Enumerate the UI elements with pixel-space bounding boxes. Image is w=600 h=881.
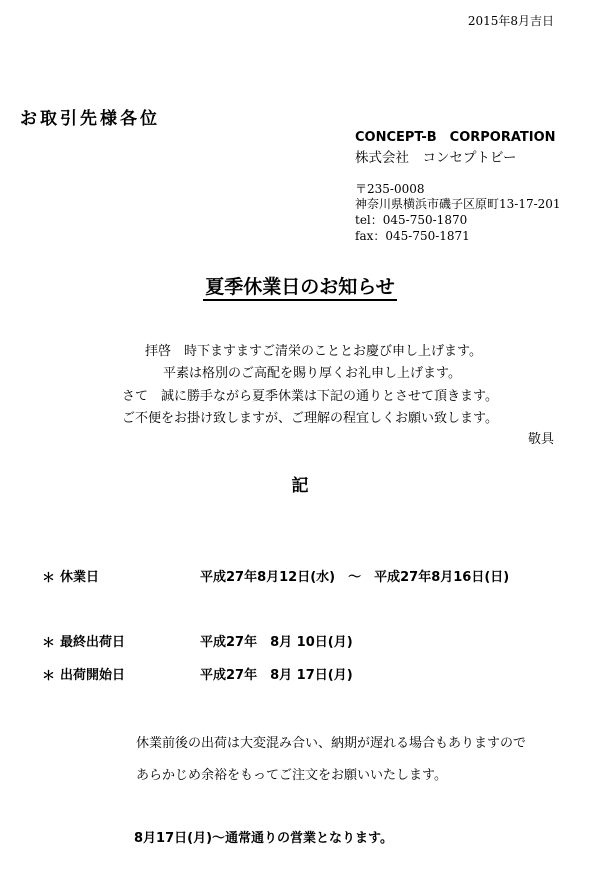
closing-salutation: 敬具 — [527, 432, 554, 447]
notice-line-1: 休業前後の出荷は大変混み合い、納期が遅れる場合もありますので — [136, 736, 527, 751]
bullet-asterisk-icon: ＊ — [42, 571, 56, 586]
ki-heading: 記 — [291, 476, 309, 496]
notice-title — [0, 272, 600, 299]
fax-number: fax：045-750-1871 — [355, 229, 470, 243]
shipping-start-date: 平成27年 8月 17日(月) — [200, 668, 353, 683]
notice-line-2: あらかじめ余裕をもってご注文をお願いいたします。 — [136, 768, 447, 783]
company-name-japanese: 株式会社 コンセプトビー — [355, 150, 517, 166]
postal-code: 〒235-0008 — [355, 182, 425, 196]
business-resume-notice: 8月17日(月)～通常通りの営業となります。 — [134, 831, 393, 846]
telephone-number: tel：045-750-1870 — [355, 213, 468, 227]
bullet-asterisk-icon: ＊ — [42, 636, 56, 651]
company-name-english: CONCEPT-B CORPORATION — [355, 130, 556, 145]
last-shipping-label: 最終出荷日 — [60, 635, 126, 650]
holiday-label: 休業日 — [60, 570, 100, 585]
notice-title-text: 夏季休業日のお知らせ — [203, 276, 396, 301]
greeting-line-4: ご不便をお掛け致しますが、ご理解の程宜しくお願い致します。 — [122, 411, 498, 426]
bullet-asterisk-icon: ＊ — [42, 669, 56, 684]
addressee: お取引先様各位 — [20, 109, 160, 129]
document-date: 2015年8月吉日 — [467, 14, 554, 28]
greeting-line-3: さて 誠に勝手ながら夏季休業は下記の通りとさせて頂きます。 — [122, 389, 498, 404]
greeting-line-2: 平素は格別のご高配を賜り厚くお礼申し上げます。 — [163, 366, 461, 381]
last-shipping-date: 平成27年 8月 10日(月) — [200, 635, 353, 650]
holiday-period: 平成27年8月12日(水) ～ 平成27年8月16日(日) — [200, 570, 510, 585]
greeting-line-1: 拝啓 時下ますますご清栄のこととお慶び申し上げます。 — [145, 344, 482, 359]
shipping-start-label: 出荷開始日 — [60, 668, 126, 683]
street-address: 神奈川県横浜市磯子区原町13-17-201 — [355, 197, 561, 211]
